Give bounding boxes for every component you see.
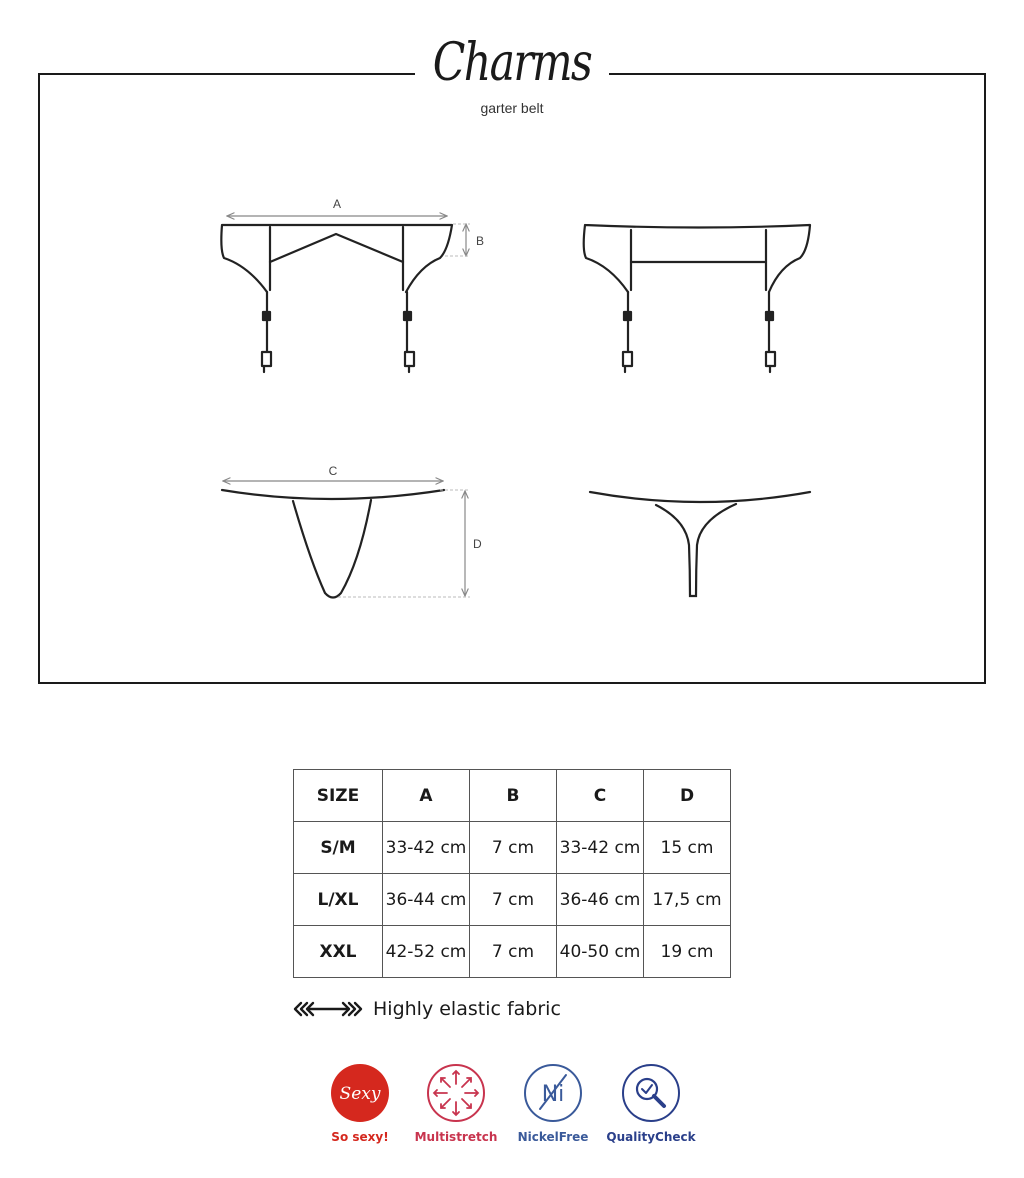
table-cell-size: S/M bbox=[294, 822, 383, 874]
dimension-b-label: B bbox=[475, 234, 485, 248]
multistretch-icon bbox=[425, 1062, 487, 1124]
table-row bbox=[294, 874, 731, 926]
badge-label: QualityCheck bbox=[606, 1130, 696, 1144]
thong-back-drawing bbox=[590, 492, 810, 596]
badge-label: Multistretch bbox=[414, 1130, 498, 1144]
garter-belt-front-drawing bbox=[221, 225, 452, 372]
elastic-note bbox=[293, 995, 561, 1023]
dimension-c bbox=[223, 464, 443, 481]
dimension-c-label: C bbox=[328, 464, 338, 478]
table-cell: 33-42 cm bbox=[557, 822, 644, 874]
quality-check-icon bbox=[620, 1062, 682, 1124]
column-header-a: A bbox=[383, 770, 470, 822]
table-cell: 36-46 cm bbox=[557, 874, 644, 926]
table-cell: 7 cm bbox=[470, 822, 557, 874]
table-header-row bbox=[294, 770, 731, 822]
table-cell-size: XXL bbox=[294, 926, 383, 978]
double-arrow-icon bbox=[293, 1000, 363, 1018]
badge-label: NickelFree bbox=[517, 1130, 589, 1144]
thong-front-drawing bbox=[222, 490, 444, 598]
dimension-a-label: A bbox=[332, 197, 342, 211]
brand-logo: Charms bbox=[432, 33, 592, 93]
size-chart-table bbox=[293, 769, 731, 978]
badge-multistretch bbox=[411, 1062, 501, 1144]
nickel-free-icon bbox=[522, 1062, 584, 1124]
column-header-size: SIZE bbox=[294, 770, 383, 822]
garter-belt-back-drawing bbox=[584, 225, 810, 372]
table-cell: 7 cm bbox=[470, 874, 557, 926]
table-cell: 42-52 cm bbox=[383, 926, 470, 978]
table-cell: 17,5 cm bbox=[644, 874, 731, 926]
sexy-icon bbox=[329, 1062, 391, 1124]
table-row bbox=[294, 926, 731, 978]
dimension-d bbox=[338, 490, 482, 597]
badge-quality-check bbox=[606, 1062, 696, 1144]
table-cell-size: L/XL bbox=[294, 874, 383, 926]
badge-so-sexy bbox=[315, 1062, 405, 1144]
table-cell: 7 cm bbox=[470, 926, 557, 978]
badge-label: So sexy! bbox=[331, 1130, 389, 1144]
nickel-icon-text: Ni bbox=[541, 1082, 565, 1107]
dimension-a bbox=[227, 197, 447, 216]
column-header-d: D bbox=[644, 770, 731, 822]
table-row bbox=[294, 822, 731, 874]
table-cell: 36-44 cm bbox=[383, 874, 470, 926]
column-header-b: B bbox=[470, 770, 557, 822]
badge-nickel-free bbox=[508, 1062, 598, 1144]
table-cell: 19 cm bbox=[644, 926, 731, 978]
table-cell: 40-50 cm bbox=[557, 926, 644, 978]
product-type: garter belt bbox=[480, 100, 544, 116]
dimension-d-label: D bbox=[473, 537, 482, 551]
brand-block bbox=[415, 30, 609, 130]
sexy-icon-text: Sexy bbox=[339, 1084, 381, 1104]
table-cell: 15 cm bbox=[644, 822, 731, 874]
table-cell: 33-42 cm bbox=[383, 822, 470, 874]
column-header-c: C bbox=[557, 770, 644, 822]
elastic-label: Highly elastic fabric bbox=[373, 998, 561, 1020]
